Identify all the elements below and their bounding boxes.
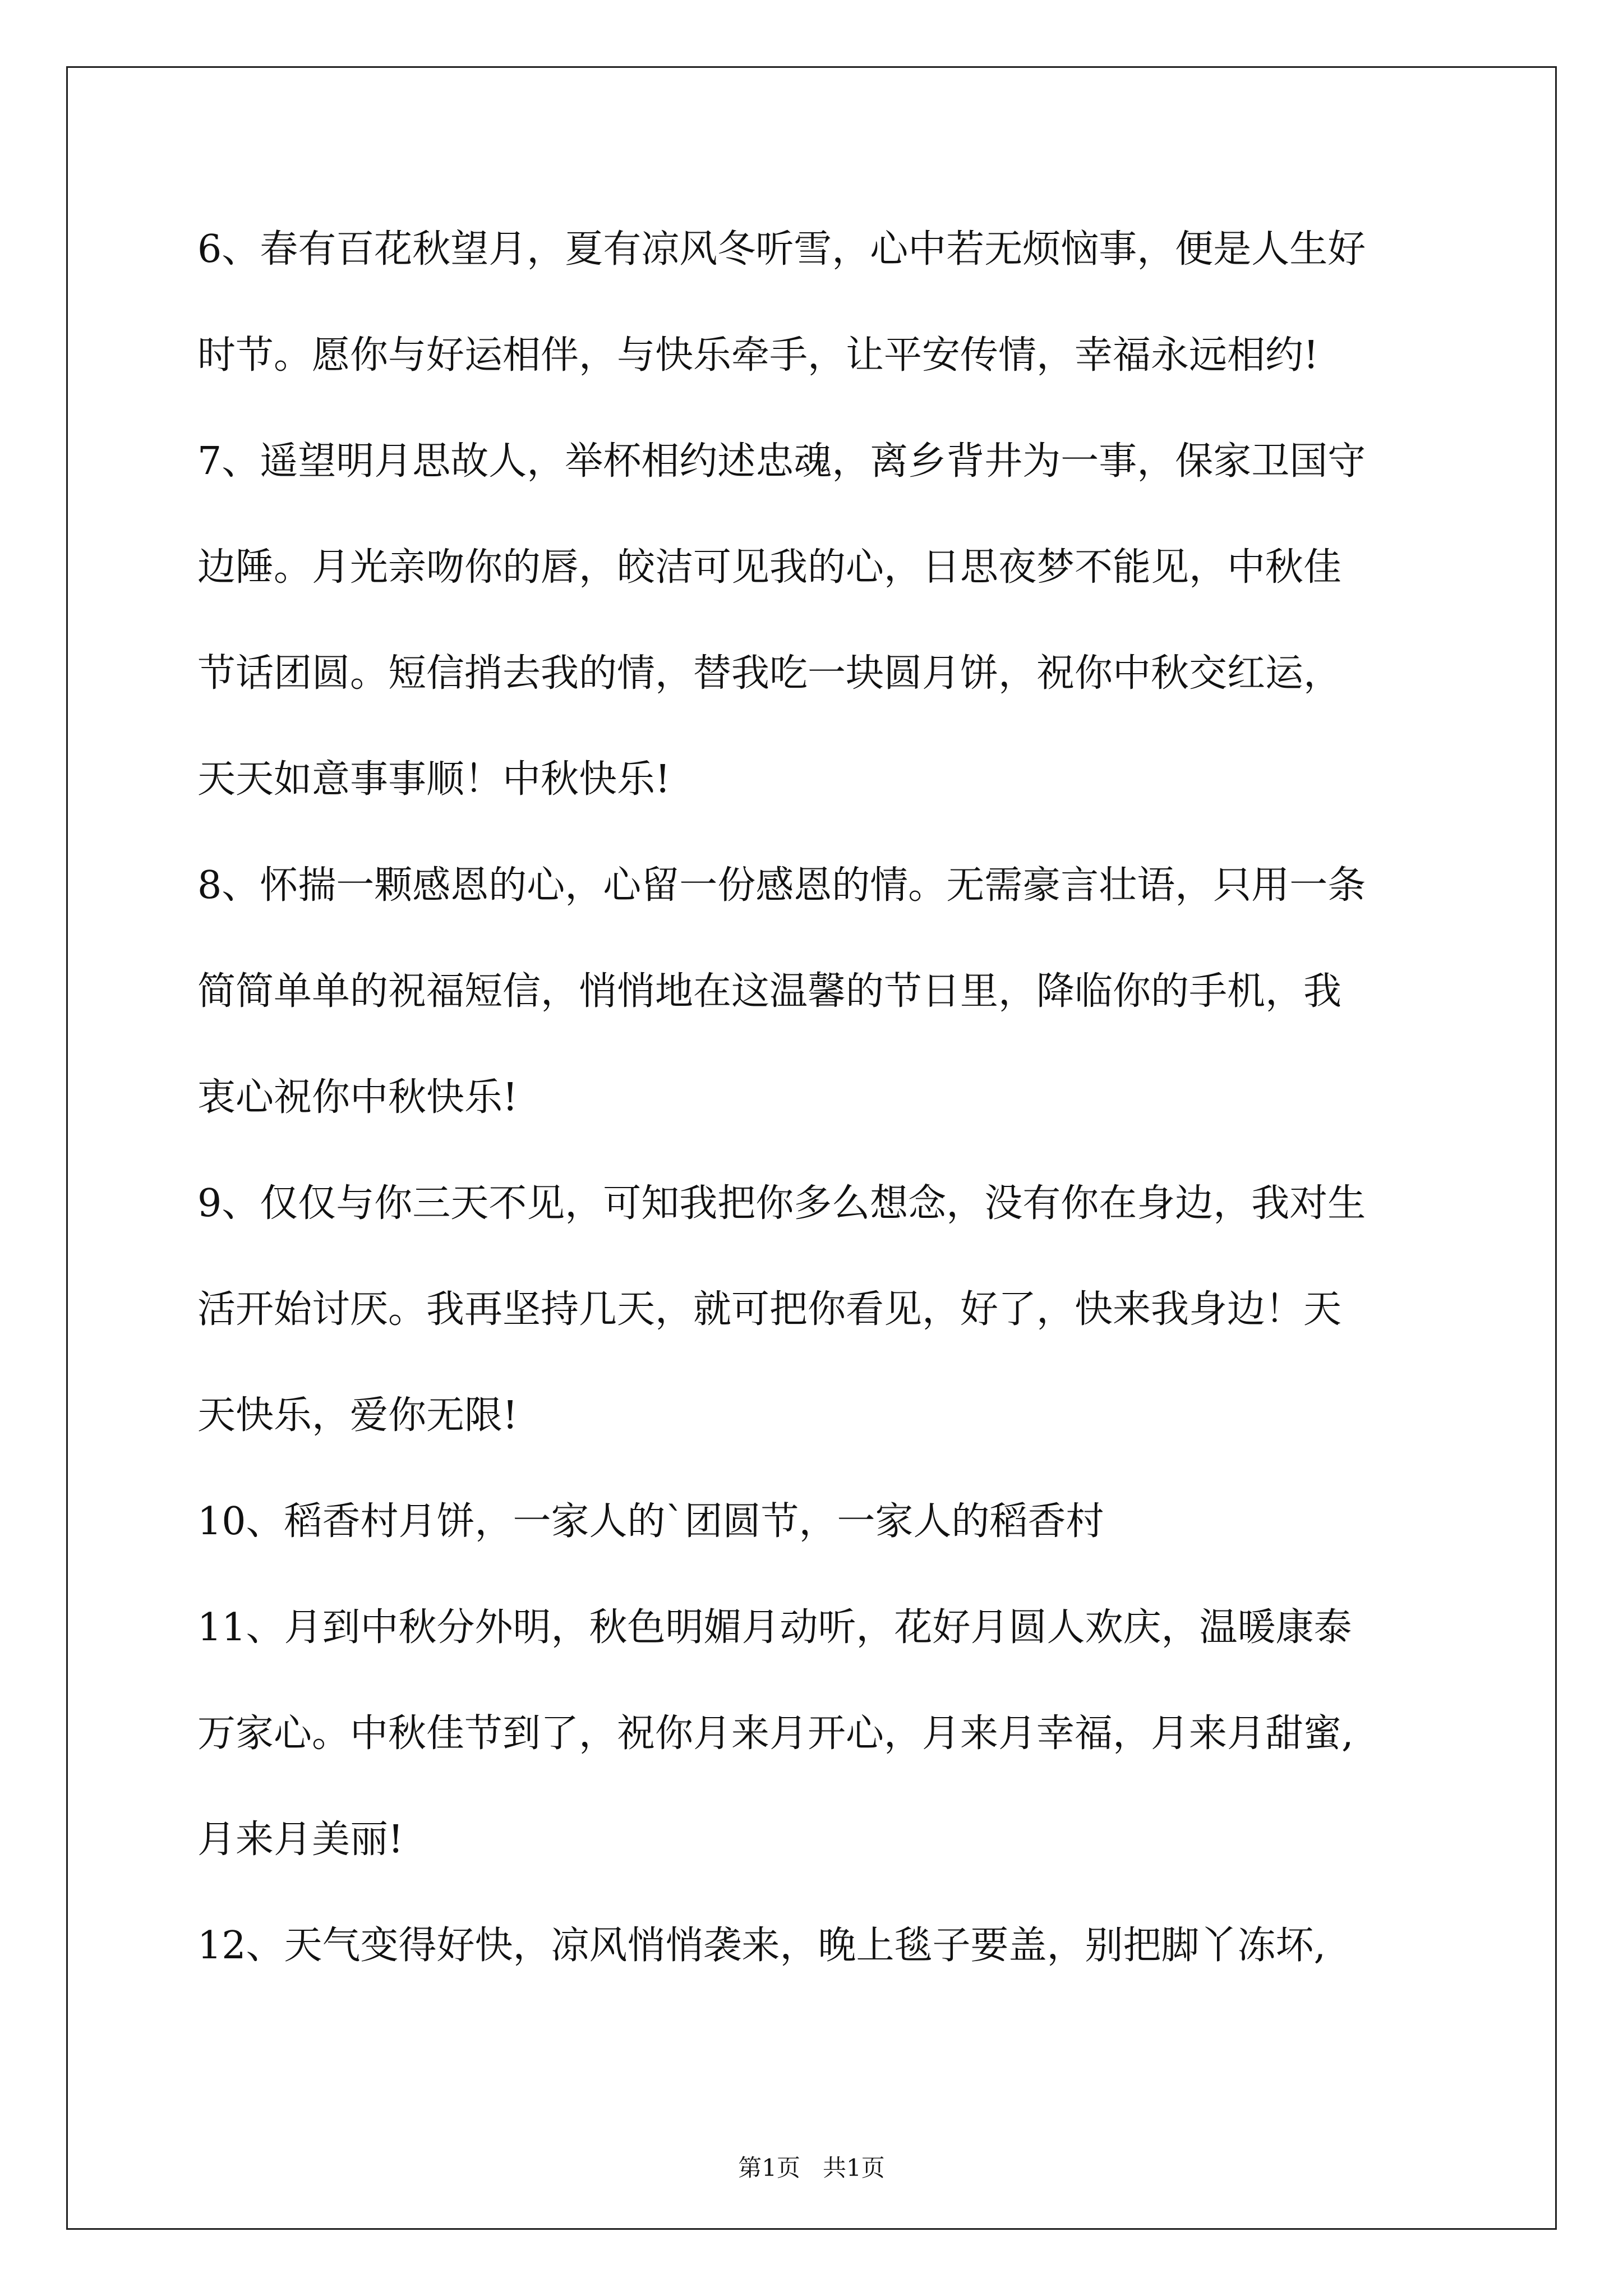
text-line: 简简单单的祝福短信，悄悄地在这温馨的节日里，降临你的手机，我 [197, 969, 1342, 1014]
text-line: 8、怀揣一颗感恩的心，心留一份感恩的情。无需豪言壮语，只用一条 [197, 863, 1366, 908]
text-line: 7、遥望明月思故人，举杯相约述忠魂，离乡背井为一事，保家卫国守 [197, 439, 1366, 484]
text-line: 衷心祝你中秋快乐! [197, 1075, 518, 1120]
text-line: 万家心。中秋佳节到了，祝你月来月开心，月来月幸福，月来月甜蜜, [197, 1711, 1354, 1756]
text-line: 节话团圆。短信捎去我的情，替我吃一块圆月饼，祝你中秋交红运， [197, 651, 1342, 696]
text-line: 11、月到中秋分外明，秋色明媚月动听，花好月圆人欢庆，温暖康泰 [197, 1605, 1352, 1650]
text-line: 12、天气变得好快，凉风悄悄袭来，晚上毯子要盖，别把脚丫冻坏, [197, 1924, 1326, 1968]
text-line: 边陲。月光亲吻你的唇，皎洁可见我的心，日思夜梦不能见，中秋佳 [197, 545, 1342, 590]
text-line: 9、仅仅与你三天不见，可知我把你多么想念，没有你在身边，我对生 [197, 1181, 1366, 1226]
text-line: 10、稻香村月饼，一家人的`团圆节，一家人的稻香村 [197, 1499, 1104, 1544]
text-line: 时节。愿你与好运相伴，与快乐牵手，让平安传情，幸福永远相约! [197, 333, 1319, 378]
document-body [197, 222, 1448, 2024]
page-footer: 第1页 共1页 [738, 2154, 885, 2182]
text-line: 天天如意事事顺！中秋快乐! [197, 757, 671, 802]
text-line: 6、春有百花秋望月，夏有凉风冬听雪，心中若无烦恼事，便是人生好 [197, 227, 1366, 272]
text-line: 天快乐，爱你无限! [197, 1393, 518, 1438]
text-line: 活开始讨厌。我再坚持几天，就可把你看见，好了，快来我身边！天 [197, 1287, 1342, 1332]
text-line: 月来月美丽! [197, 1818, 404, 1862]
